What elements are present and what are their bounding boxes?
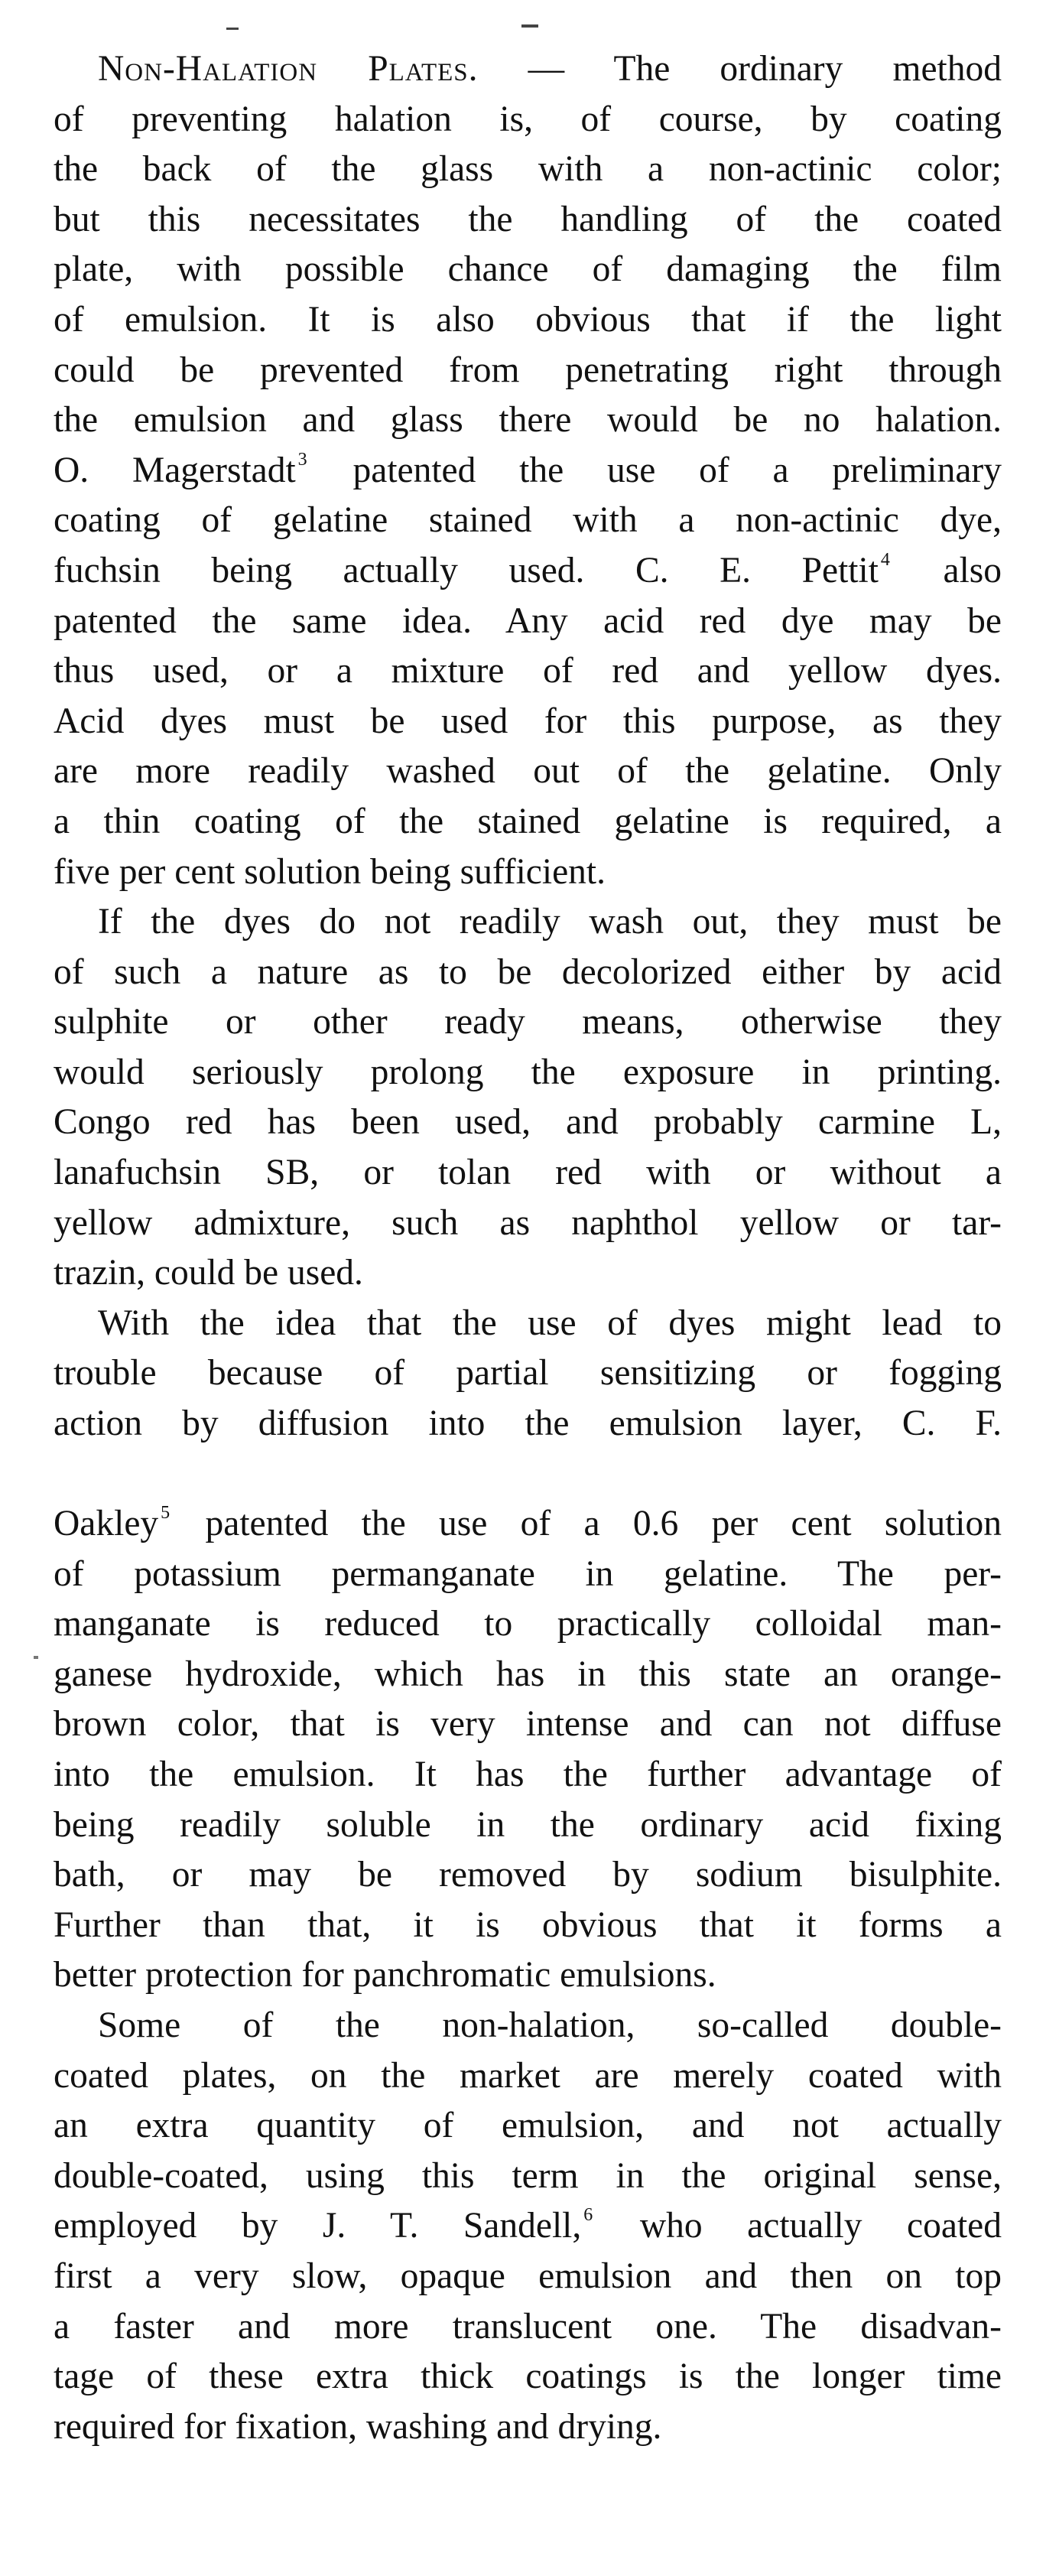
- paragraph-non-halation: [54, 44, 1002, 897]
- text-line: O. Magerstadt $^3$ patented the use of a preliminary: [54, 449, 1002, 490]
- scan-artifact-dot: [34, 1656, 38, 1659]
- text-line: of emulsion. It is also obvious that if the light: [54, 299, 1002, 340]
- text-line: the back of the glass with a non-actinic color;: [54, 149, 1002, 190]
- text-line: an extra quantity of emulsion, and not actually: [54, 2106, 1002, 2146]
- text-line: Congo red has been used, and probably carmine L,: [54, 1102, 1002, 1143]
- footnote-ref: 5: [161, 1503, 171, 1523]
- paragraph-oakley: [54, 1499, 1002, 2001]
- text-line: trazin, could be used.: [54, 1253, 363, 1293]
- text-line: of preventing halation is, of course, by coating: [54, 99, 1002, 139]
- text-line: would seriously prolong the exposure in printing.: [54, 1052, 1002, 1092]
- text-line: but this necessitates the handling of the coated: [54, 199, 1002, 239]
- paragraph-idea: [54, 1299, 1002, 1449]
- text-line: Oakley $^5$ patented the use of a 0.6 per cent solution: [54, 1503, 1002, 1543]
- text-line: sulphite or other ready means, otherwise they: [54, 1002, 1002, 1042]
- footnote-ref: 4: [880, 549, 890, 570]
- text-line: With the idea that the use of dyes might lead to: [98, 1303, 1002, 1343]
- text-line: five per cent solution being sufficient.: [54, 851, 606, 892]
- text-line: Acid dyes must be used for this purpose, as they: [54, 701, 1002, 741]
- text-line: a thin coating of the stained gelatine is required, a: [54, 801, 1002, 841]
- text-line: tage of these extra thick coatings is the longer time: [54, 2356, 1002, 2397]
- heading-dash: —: [478, 49, 614, 89]
- scan-artifact-mark: [226, 28, 239, 30]
- text-line: trouble because of partial sensitizing or fogging: [54, 1353, 1002, 1394]
- text-line: better protection for panchromatic emulsions.: [54, 1955, 716, 1995]
- text-line: of such a nature as to be decolorized either by acid: [54, 951, 1002, 992]
- paragraph-dyes: [54, 897, 1002, 1299]
- text-line: plate, with possible chance of damaging the film: [54, 249, 1002, 290]
- text-line: fuchsin being actually used. C. E. Pettit $^4$ also: [54, 549, 1002, 590]
- footnote-ref: 3: [297, 449, 307, 470]
- text-line: bath, or may be removed by sodium bisulphite.: [54, 1855, 1002, 1895]
- text-line: ganese hydroxide, which has in this state an orange-: [54, 1654, 1002, 1694]
- text-line: of potassium permanganate in gelatine. The per-: [54, 1553, 1002, 1594]
- section-heading: Non-Halation Plates.: [98, 49, 479, 89]
- text-column-top: [54, 44, 1002, 1449]
- text-line: Some of the non-halation, so-called double-: [98, 2005, 1002, 2045]
- text-line: yellow admixture, such as naphthol yellow or tar-: [54, 1202, 1002, 1243]
- text-line: Further than that, it is obvious that it forms a: [54, 1904, 1002, 1945]
- text-line: brown color, that is very intense and can not diffuse: [54, 1704, 1002, 1745]
- scan-artifact-mark: [521, 24, 538, 28]
- text-line: patented the same idea. Any acid red dye may be: [54, 600, 1002, 641]
- text-line: the emulsion and glass there would be no halation.: [54, 400, 1002, 441]
- text-line: being readily soluble in the ordinary acid fixing: [54, 1804, 1002, 1845]
- text-column-bottom: [54, 1499, 1002, 2452]
- text-line: could be prevented from penetrating right through: [54, 350, 1002, 390]
- text-line: required for fixation, washing and drying.: [54, 2406, 662, 2447]
- paragraph-double-coated: [54, 2001, 1002, 2452]
- text-line: manganate is reduced to practically colloidal man-: [54, 1604, 1002, 1644]
- text-line: employed by J. T. Sandell, $^6$ who actually coated: [54, 2205, 1002, 2246]
- text-line: action by diffusion into the emulsion layer, C. F.: [54, 1403, 1002, 1444]
- text-line: coating of gelatine stained with a non-actinic dye,: [54, 500, 1002, 541]
- text-line: lanafuchsin SB, or tolan red with or without a: [54, 1153, 1002, 1193]
- text-line: coated plates, on the market are merely coated with: [54, 2055, 1002, 2096]
- text-line: into the emulsion. It has the further advantage of: [54, 1754, 1002, 1794]
- text-line: a faster and more translucent one. The disadvan-: [54, 2306, 1002, 2347]
- text-line: If the dyes do not readily wash out, they must be: [98, 902, 1002, 942]
- text-line: first a very slow, opaque emulsion and then on top: [54, 2256, 1002, 2296]
- text-line: thus used, or a mixture of red and yellow dyes.: [54, 651, 1002, 691]
- text-line: double-coated, using this term in the original sense,: [54, 2155, 1002, 2196]
- text-line: Non-Halation Plates. — The ordinary method: [98, 49, 1002, 89]
- footnote-ref: 6: [583, 2205, 593, 2226]
- text-line: are more readily washed out of the gelatine. Only: [54, 751, 1002, 792]
